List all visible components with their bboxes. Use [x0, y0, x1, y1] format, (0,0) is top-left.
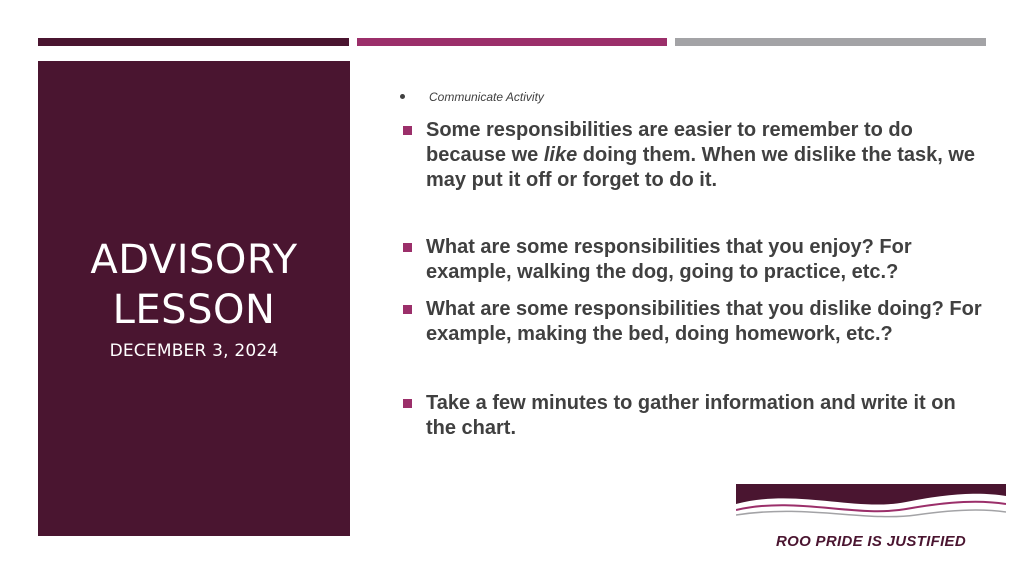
wave-logo-graphic — [736, 484, 1006, 522]
title-panel — [38, 61, 350, 536]
square-bullet-icon — [403, 305, 412, 314]
bullet-text-2: What are some responsibilities that you enjoy? For example, walking the dog, going to practice, etc.? — [426, 236, 912, 283]
bullet-item-3 — [400, 297, 990, 347]
square-bullet-icon — [403, 399, 412, 408]
activity-label — [400, 86, 990, 108]
accent-bar-gray — [675, 38, 986, 46]
title-line-2: LESSON — [112, 286, 276, 333]
bullet-text-1-emphasis: like — [543, 144, 578, 166]
activity-text: Communicate Activity — [429, 90, 544, 104]
bullet-text-1-end: doing them. When we dislike the task, we may put it off or forget to do it. — [426, 144, 976, 191]
square-bullet-icon — [403, 126, 412, 135]
title-line-1: ADVISORY — [90, 236, 298, 283]
accent-bar-maroon — [38, 38, 349, 46]
bullet-item-2 — [400, 235, 990, 285]
content-body — [400, 86, 990, 441]
bullet-item-1 — [400, 118, 990, 193]
bullet-text-1-start: Some responsibilities are easier to remember to do because we — [426, 119, 913, 166]
bullet-dot-icon — [400, 94, 405, 99]
slogan-text: ROO PRIDE IS JUSTIFIED — [776, 533, 966, 550]
lesson-date: DECEMBER 3, 2024 — [109, 340, 279, 361]
bullet-item-4 — [400, 391, 990, 441]
bullet-text-3: What are some responsibilities that you dislike doing? For example, making the bed, doing homework, etc.? — [426, 298, 982, 345]
square-bullet-icon — [403, 243, 412, 252]
bullet-text-4: Take a few minutes to gather information and write it on the chart. — [426, 392, 956, 439]
accent-bar-magenta — [357, 38, 667, 46]
